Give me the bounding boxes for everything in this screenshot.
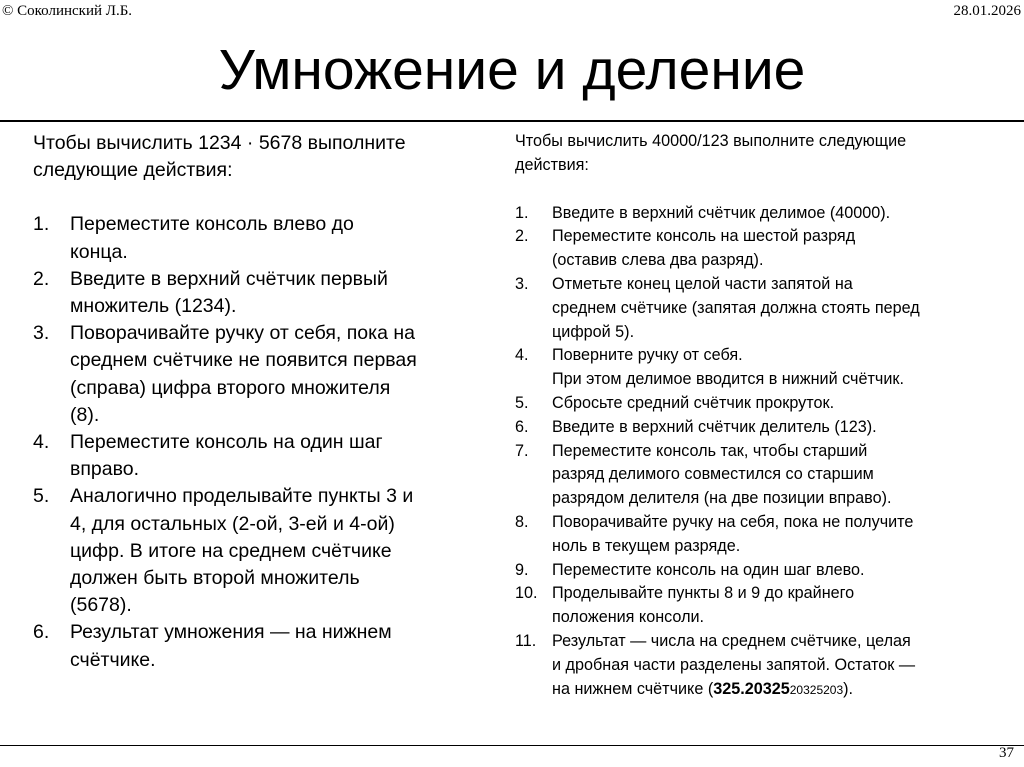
multiplication-step: [33, 483, 488, 619]
division-step: [515, 416, 1020, 440]
multiplication-step: [33, 619, 488, 673]
multiplication-step: [33, 320, 488, 429]
step-number: 7.: [515, 441, 529, 460]
step-text: Введите в верхний счётчик первый множитель (1234).: [70, 267, 388, 318]
step-text: Переместите консоль на шестой разряд (оставив слева два разряд).: [552, 227, 856, 270]
step-number: 9.: [515, 560, 529, 579]
multiplication-intro: Чтобы вычислить 1234 · 5678 выполните следующие действия:: [33, 132, 406, 182]
footer-divider: [0, 745, 1024, 746]
step-number: 2.: [515, 227, 529, 246]
step-number: 5.: [515, 393, 529, 412]
result-text-end: ).: [843, 679, 854, 698]
step-number: 6.: [515, 417, 529, 436]
division-column: [515, 130, 1020, 702]
date-label: 28.01.2026: [953, 3, 1021, 19]
division-step: [515, 582, 1020, 630]
step-text: Проделывайте пункты 8 и 9 до крайнего положения консоли.: [552, 584, 855, 627]
step-number: 1.: [515, 203, 529, 222]
multiplication-step: [33, 429, 488, 483]
step-text: Переместите консоль на один шаг вправо.: [70, 431, 383, 481]
division-step: [515, 559, 1020, 583]
step-text: Сбросьте средний счётчик прокруток.: [552, 393, 835, 412]
step-number: 4.: [33, 431, 50, 454]
division-step: [515, 392, 1020, 416]
result-text: Результат — числа на среднем счётчике, целая и дробная части разделены запятой. Остаток — на нижнем счётчике (: [552, 631, 916, 698]
multiplication-step: [33, 211, 488, 265]
step-number: 10.: [515, 584, 538, 603]
step-number: 2.: [33, 267, 50, 290]
division-step: [515, 630, 1020, 702]
step-text: [552, 630, 1020, 702]
division-step: [515, 202, 1020, 226]
slide-title: Умножение и деление: [218, 38, 806, 102]
step-number: 1.: [33, 213, 50, 236]
step-text: Поворачивайте ручку на себя, пока не получите ноль в текущем разряде.: [552, 512, 914, 555]
division-step: [515, 511, 1020, 559]
step-text: Переместите консоль так, чтобы старший разряд делимого совместился со старшим разрядом делителя (на две позиции вправо).: [552, 441, 892, 508]
step-text: Введите в верхний счётчик делитель (123).: [552, 417, 877, 436]
division-step: [515, 344, 1020, 392]
multiplication-steps: [33, 211, 488, 673]
step-number: 4.: [515, 346, 529, 365]
multiplication-step: [33, 266, 488, 320]
step-text: Переместите консоль на один шаг влево.: [552, 560, 865, 579]
division-step: [515, 440, 1020, 511]
step-text: Поверните ручку от себя. При этом делимое вводится в нижний счётчик.: [552, 346, 904, 389]
step-text: Аналогично проделывайте пункты 3 и 4, для остальных (2-ой, 3-ей и 4-ой) цифр. В итоге на среднем счётчике должен быть второй множитель (5678).: [70, 485, 414, 617]
division-step: [515, 225, 1020, 273]
step-number: 3.: [515, 274, 529, 293]
step-number: 8.: [515, 512, 529, 531]
page-number: 37: [999, 745, 1014, 761]
division-step: [515, 273, 1020, 344]
result-value: 325.20325: [713, 679, 790, 698]
division-steps: [515, 202, 1020, 703]
step-text: Поворачивайте ручку от себя, пока на среднем счётчике не появится первая (справа) цифра второго множителя (8).: [70, 322, 417, 426]
step-number: 5.: [33, 485, 50, 508]
step-number: 3.: [33, 322, 50, 345]
result-value-subscript: 20325203: [789, 682, 844, 697]
division-intro: Чтобы вычислить 40000/123 выполните следующие действия:: [515, 132, 907, 174]
step-text: Переместите консоль влево до конца.: [70, 213, 354, 263]
step-text: Результат умножения — на нижнем счётчике.: [70, 621, 392, 671]
step-number: 11.: [515, 631, 537, 650]
author-label: © Соколинский Л.Б.: [2, 3, 133, 19]
step-number: 6.: [33, 621, 50, 644]
step-text: Введите в верхний счётчик делимое (40000).: [552, 203, 891, 222]
title-divider: [0, 120, 1024, 122]
multiplication-column: [33, 130, 488, 674]
step-text: Отметьте конец целой части запятой на среднем счётчике (запятая должна стоять перед цифрой 5).: [552, 274, 920, 341]
